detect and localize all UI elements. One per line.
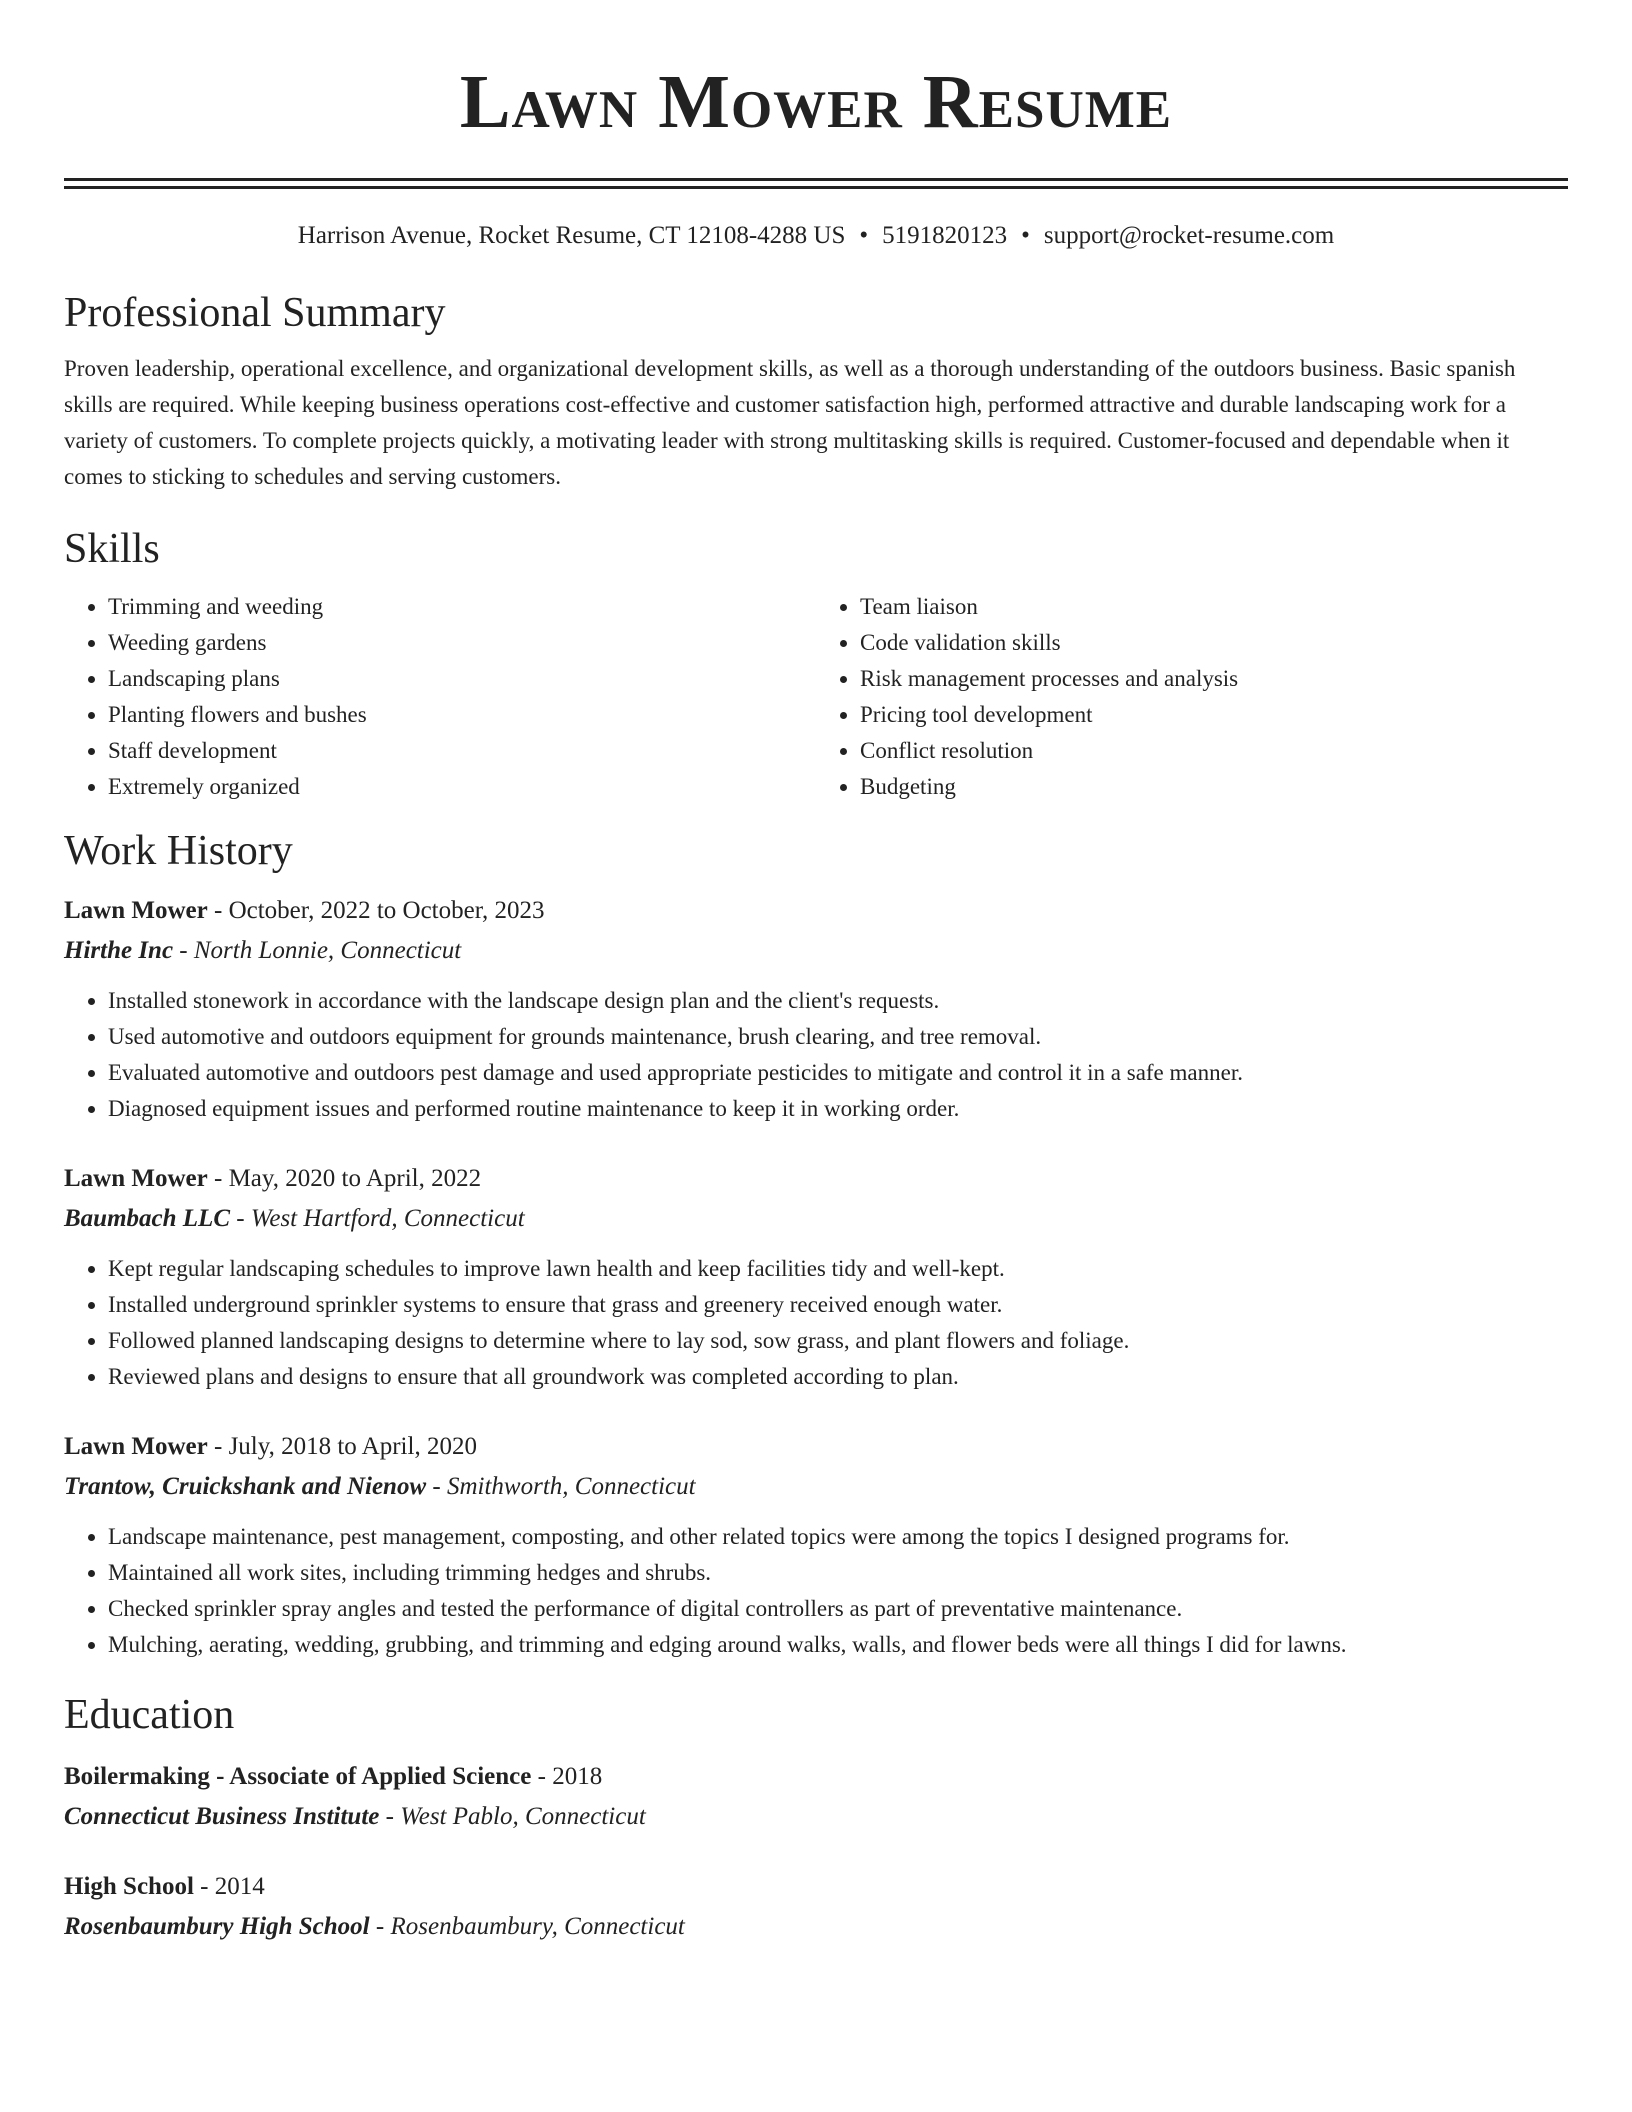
job-location: North Lonnie, Connecticut (193, 937, 462, 964)
education-entry (64, 1867, 1568, 1947)
job-bullet: • Kept regular landscaping schedules to improve lawn health and keep facilities tidy and well-kept. (108, 1251, 1568, 1287)
skill-item: • Code validation skills (860, 625, 1568, 661)
job-entry (64, 891, 1568, 1127)
job-bullet: • Mulching, aerating, wedding, grubbing, and trimming and edging around walks, walls, and flower beds were all things I did for lawns. (108, 1627, 1568, 1663)
contact-separator: • (859, 222, 869, 249)
summary-text: Proven leadership, operational excellence, and organizational development skills, as well as a thorough understanding of the outdoors business. Basic spanish skills are required. While keeping business operations cost-effective and customer satisfaction high, performed attractive and durable landscaping work for a variety of customers. To complete projects quickly, a motivating leader with strong multitasking skills is required. Customer-focused and dependable when it comes to sticking to schedules and serving customers. (64, 356, 1516, 489)
skills-columns (64, 589, 1568, 805)
skill-item: • Weeding gardens (108, 625, 816, 661)
education-year: 2018 (552, 1763, 603, 1790)
skills-list-right (816, 589, 1568, 805)
job-employer-line (64, 931, 1568, 971)
education-separator: - (379, 1803, 401, 1830)
education-school: Connecticut Business Institute (64, 1803, 380, 1830)
job-separator: - (230, 1205, 251, 1232)
skill-item: • Trimming and weeding (108, 589, 816, 625)
contact-phone: 5191820123 (882, 222, 1008, 249)
summary-heading: Professional Summary (64, 290, 446, 336)
job-bullet: • Evaluated automotive and outdoors pest damage and used appropriate pesticides to mitigate and control it in a safe manner. (108, 1055, 1568, 1091)
job-employer-line (64, 1467, 1568, 1507)
job-bullet: • Installed stonework in accordance with the landscape design plan and the client's requests. (108, 983, 1568, 1019)
job-separator: - (207, 1433, 229, 1460)
skill-item: • Pricing tool development (860, 697, 1568, 733)
job-header (64, 891, 1568, 931)
work-history-heading: Work History (64, 828, 293, 874)
job-role: Lawn Mower (64, 897, 208, 924)
resume-title: Lawn Mower Resume (459, 60, 1173, 144)
job-dates: May, 2020 to April, 2022 (228, 1165, 482, 1192)
title-double-rule (64, 178, 1568, 181)
skill-item: • Staff development (108, 733, 816, 769)
job-dates: July, 2018 to April, 2020 (228, 1433, 477, 1460)
contact-separator: • (1021, 222, 1030, 249)
job-employer-line (64, 1199, 1568, 1239)
job-separator: - (426, 1473, 447, 1500)
education-entry (64, 1757, 1568, 1837)
job-location: Smithworth, Connecticut (446, 1473, 696, 1500)
skill-item: • Conflict resolution (860, 733, 1568, 769)
education-location: Rosenbaumbury, Connecticut (390, 1913, 685, 1940)
skill-item: • Risk management processes and analysis (860, 661, 1568, 697)
job-bullet: • Installed underground sprinkler systems to ensure that grass and greenery received enough water. (108, 1287, 1568, 1323)
job-entry (64, 1159, 1568, 1395)
job-bullets (64, 983, 1568, 1127)
job-bullet: • Maintained all work sites, including trimming hedges and shrubs. (108, 1555, 1568, 1591)
skill-item: • Extremely organized (108, 769, 816, 805)
skill-item: • Planting flowers and bushes (108, 697, 816, 733)
job-entry (64, 1427, 1568, 1663)
job-separator: - (207, 1165, 229, 1192)
education-school-line (64, 1797, 1568, 1837)
job-bullet: • Used automotive and outdoors equipment for grounds maintenance, brush clearing, and tree removal. (108, 1019, 1568, 1055)
education-degree: Boilermaking - Associate of Applied Science (64, 1763, 532, 1790)
job-location: West Hartford, Connecticut (250, 1205, 525, 1232)
education-degree: High School (64, 1873, 194, 1900)
skill-item: • Team liaison (860, 589, 1568, 625)
job-header (64, 1427, 1568, 1467)
education-school: Rosenbaumbury High School (64, 1913, 370, 1940)
skill-item: • Budgeting (860, 769, 1568, 805)
job-separator: - (173, 937, 194, 964)
contact-address: Harrison Avenue, Rocket Resume, CT 12108-4288 US (297, 222, 846, 249)
education-header (64, 1757, 1568, 1797)
job-bullet: • Landscape maintenance, pest management, composting, and other related topics were among the topics I designed programs for. (108, 1519, 1568, 1555)
skills-heading: Skills (64, 526, 160, 572)
job-bullet: • Followed planned landscaping designs to determine where to lay sod, sow grass, and plant flowers and foliage. (108, 1323, 1568, 1359)
job-bullet: • Diagnosed equipment issues and performed routine maintenance to keep it in working order. (108, 1091, 1568, 1127)
job-employer: Trantow, Cruickshank and Nienow (64, 1473, 427, 1500)
education-header (64, 1867, 1568, 1907)
education-separator: - (369, 1913, 391, 1940)
job-bullets (64, 1519, 1568, 1663)
education-separator: - (531, 1763, 553, 1790)
skill-item: • Landscaping plans (108, 661, 816, 697)
job-bullet: • Checked sprinkler spray angles and tested the performance of digital controllers as part of preventative maintenance. (108, 1591, 1568, 1627)
education-heading: Education (64, 1692, 235, 1738)
job-header (64, 1159, 1568, 1199)
education-separator: - (193, 1873, 215, 1900)
job-separator: - (207, 897, 229, 924)
job-dates: October, 2022 to October, 2023 (228, 897, 545, 924)
education-year: 2014 (214, 1873, 265, 1900)
job-bullet: • Reviewed plans and designs to ensure that all groundwork was completed according to plan. (108, 1359, 1568, 1395)
contact-email: support@rocket-resume.com (1043, 222, 1335, 249)
education-school-line (64, 1907, 1568, 1947)
skills-list-left (64, 589, 816, 805)
job-role: Lawn Mower (64, 1433, 208, 1460)
job-role: Lawn Mower (64, 1165, 208, 1192)
job-employer: Baumbach LLC (64, 1205, 230, 1232)
job-employer: Hirthe Inc (64, 937, 174, 964)
job-bullets (64, 1251, 1568, 1395)
education-location: West Pablo, Connecticut (400, 1803, 646, 1830)
contact-line (64, 219, 1568, 253)
